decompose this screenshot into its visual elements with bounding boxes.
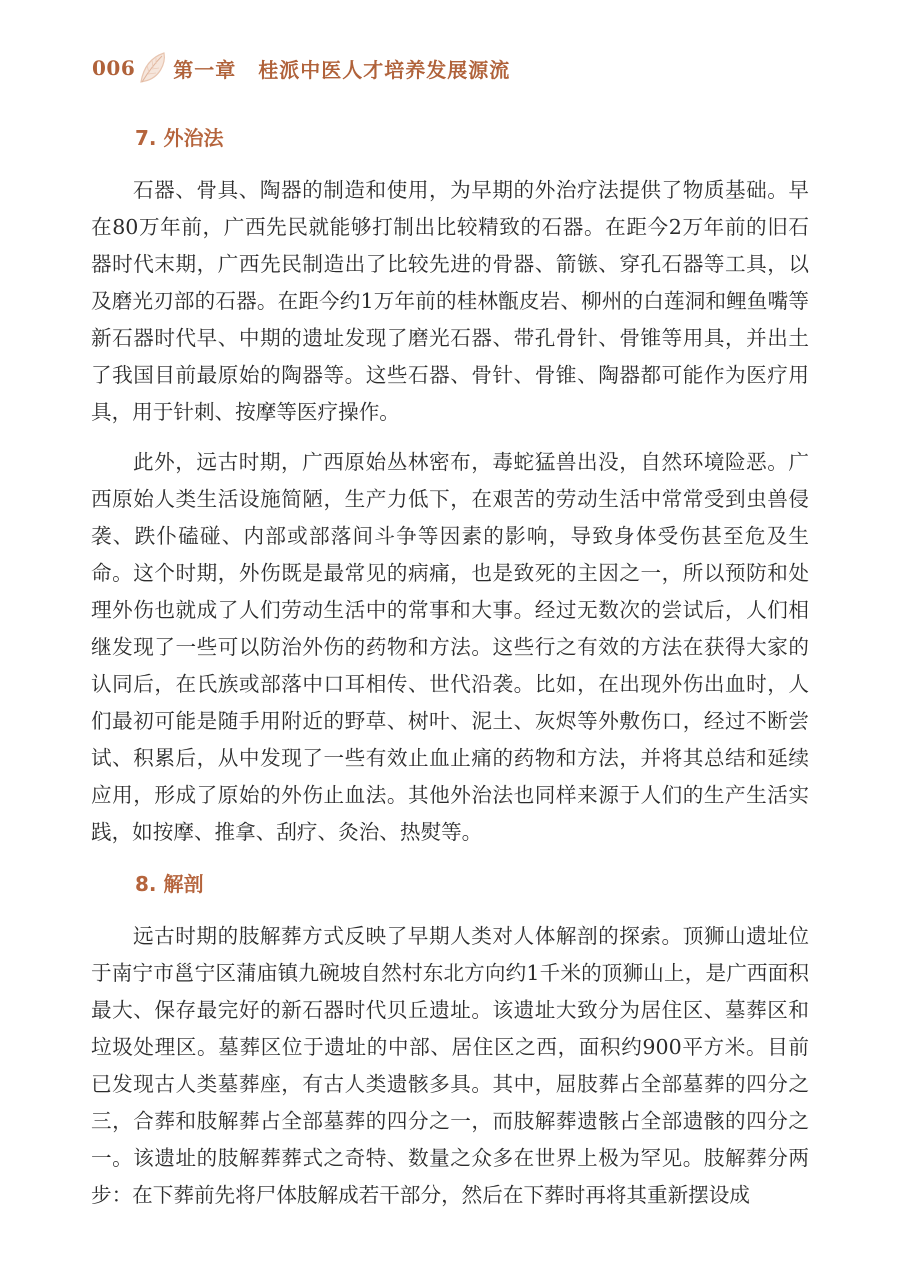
leaf-icon bbox=[137, 50, 169, 86]
section-external-treatment bbox=[91, 118, 809, 851]
page-body bbox=[91, 118, 809, 1227]
chapter-label: 第一章 bbox=[173, 57, 237, 82]
running-header bbox=[92, 50, 510, 86]
section-heading: 8. 解剖 bbox=[135, 872, 204, 896]
body-paragraph: 石器、骨具、陶器的制造和使用，为早期的外治疗法提供了物质基础。早在80万年前，广西先民就能够打制出比较精致的石器。在距今2万年前的旧石器时代末期，广西先民制造出了比较先进的骨器、箭镞、穿孔石器等工具，以及磨光刃部的石器。在距今约1万年前的桂林甑皮岩、柳州的白莲洞和鲤鱼嘴等新石器时代早、中期的遗址发现了磨光石器、带孔骨针、骨锥等用具，并出土了我国目前最原始的陶器等。这些石器、骨针、骨锥、陶器都可能作为医疗用具，用于针刺、按摩等医疗操作。 bbox=[91, 178, 809, 424]
section-heading: 7. 外治法 bbox=[135, 126, 224, 150]
body-paragraph: 此外，远古时期，广西原始丛林密布，毒蛇猛兽出没，自然环境险恶。广西原始人类生活设施简陋，生产力低下，在艰苦的劳动生活中常常受到虫兽侵袭、跌仆磕碰、内部或部落间斗争等因素的影响，导致身体受伤甚至危及生命。这个时期，外伤既是最常见的病痛，也是致死的主因之一，所以预防和处理外伤也就成了人们劳动生活中的常事和大事。经过无数次的尝试后，人们相继发现了一些可以防治外伤的药物和方法。这些行之有效的方法在获得大家的认同后，在氏族或部落中口耳相传、世代沿袭。比如，在出现外伤出血时，人们最初可能是随手用附近的野草、树叶、泥土、灰烬等外敷伤口，经过不断尝试、积累后，从中发现了一些有效止血止痛的药物和方法，并将其总结和延续应用，形成了原始的外伤止血法。其他外治法也同样来源于人们的生产生活实践，如按摩、推拿、刮疗、灸治、热熨等。 bbox=[91, 450, 809, 844]
section-anatomy bbox=[91, 864, 809, 1214]
page-number: 006 bbox=[92, 56, 136, 80]
body-paragraph: 远古时期的肢解葬方式反映了早期人类对人体解剖的探索。顶狮山遗址位于南宁市邕宁区蒲庙镇九碗坡自然村东北方向约1千米的顶狮山上，是广西面积最大、保存最完好的新石器时代贝丘遗址。该遗址大致分为居住区、墓葬区和垃圾处理区。墓葬区位于遗址的中部、居住区之西，面积约900平方米。目前已发现古人类墓葬座，有古人类遗骸多具。其中，屈肢葬占全部墓葬的四分之三，合葬和肢解葬占全部墓葬的四分之一，而肢解葬遗骸占全部遗骸的四分之一。该遗址的肢解葬葬式之奇特、数量之众多在世界上极为罕见。肢解葬分两步：在下葬前先将尸体肢解成若干部分，然后在下葬时再将其重新摆设成 bbox=[91, 924, 809, 1207]
chapter-title: 桂派中医人才培养发展源流 bbox=[258, 57, 511, 82]
